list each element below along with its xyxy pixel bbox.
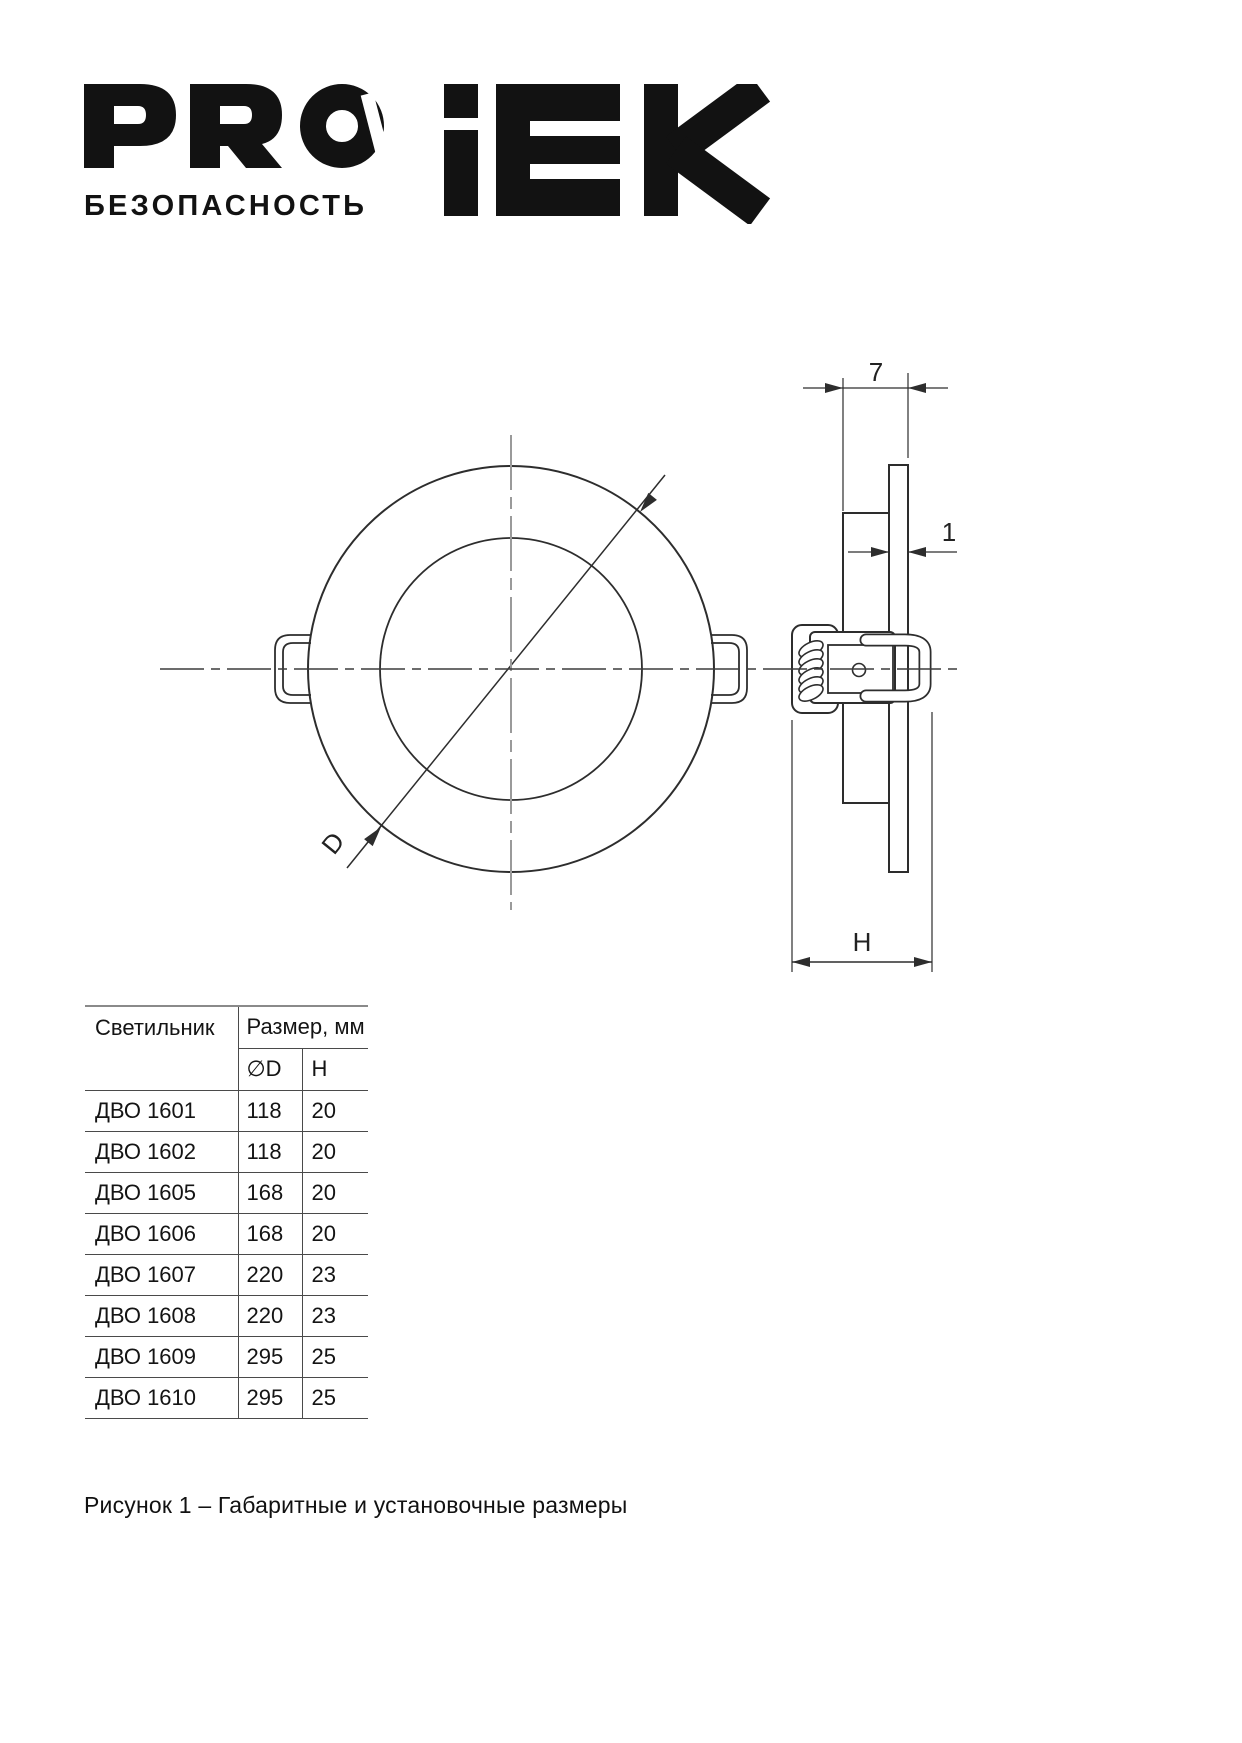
- table-row: [85, 1254, 368, 1295]
- dim7-label: 7: [868, 357, 884, 387]
- clip-spring: [796, 637, 825, 704]
- table-row: [85, 1213, 368, 1254]
- cell-d: 118: [238, 1131, 302, 1172]
- diameter-label: D: [315, 826, 351, 860]
- cell-h: 25: [302, 1336, 368, 1377]
- col-header-h: H: [302, 1048, 368, 1090]
- cell-d: 168: [238, 1172, 302, 1213]
- table-row: [85, 1172, 368, 1213]
- cell-model: ДВО 1602: [85, 1131, 238, 1172]
- side-view: [792, 373, 957, 972]
- dim1: [848, 547, 957, 557]
- cell-model: ДВО 1608: [85, 1295, 238, 1336]
- table-row: [85, 1090, 368, 1131]
- cell-d: 118: [238, 1090, 302, 1131]
- diameter-dimension: [347, 475, 665, 868]
- col-header-d: ∅D: [238, 1048, 302, 1090]
- col-header-fixture: Светильник: [85, 1006, 238, 1090]
- cell-h: 20: [302, 1131, 368, 1172]
- cell-d: 220: [238, 1254, 302, 1295]
- table-row: [85, 1336, 368, 1377]
- dimH-label: H: [852, 927, 872, 957]
- brand-subtitle: БЕЗОПАСНОСТЬ: [84, 190, 368, 222]
- clip-hole: [853, 664, 866, 677]
- dim1-label: 1: [941, 517, 957, 547]
- cell-h: 23: [302, 1295, 368, 1336]
- cell-model: ДВО 1607: [85, 1254, 238, 1295]
- cell-h: 25: [302, 1377, 368, 1418]
- cell-model: ДВО 1605: [85, 1172, 238, 1213]
- table-row: [85, 1295, 368, 1336]
- cell-h: 20: [302, 1090, 368, 1131]
- cell-h: 20: [302, 1172, 368, 1213]
- col-header-size: Размер, мм: [238, 1006, 368, 1048]
- table-row: [85, 1131, 368, 1172]
- cell-d: 220: [238, 1295, 302, 1336]
- figure-caption: Рисунок 1 – Габаритные и установочные размеры: [84, 1492, 628, 1518]
- table-row: [85, 1377, 368, 1418]
- cell-model: ДВО 1606: [85, 1213, 238, 1254]
- cell-d: 295: [238, 1336, 302, 1377]
- dim7: [803, 373, 948, 511]
- cell-h: 20: [302, 1213, 368, 1254]
- table-header-row: [85, 1006, 368, 1048]
- cell-d: 295: [238, 1377, 302, 1418]
- cell-d: 168: [238, 1213, 302, 1254]
- cell-model: ДВО 1609: [85, 1336, 238, 1377]
- cell-h: 23: [302, 1254, 368, 1295]
- cell-model: ДВО 1601: [85, 1090, 238, 1131]
- size-table: [85, 1005, 368, 1419]
- cell-model: ДВО 1610: [85, 1377, 238, 1418]
